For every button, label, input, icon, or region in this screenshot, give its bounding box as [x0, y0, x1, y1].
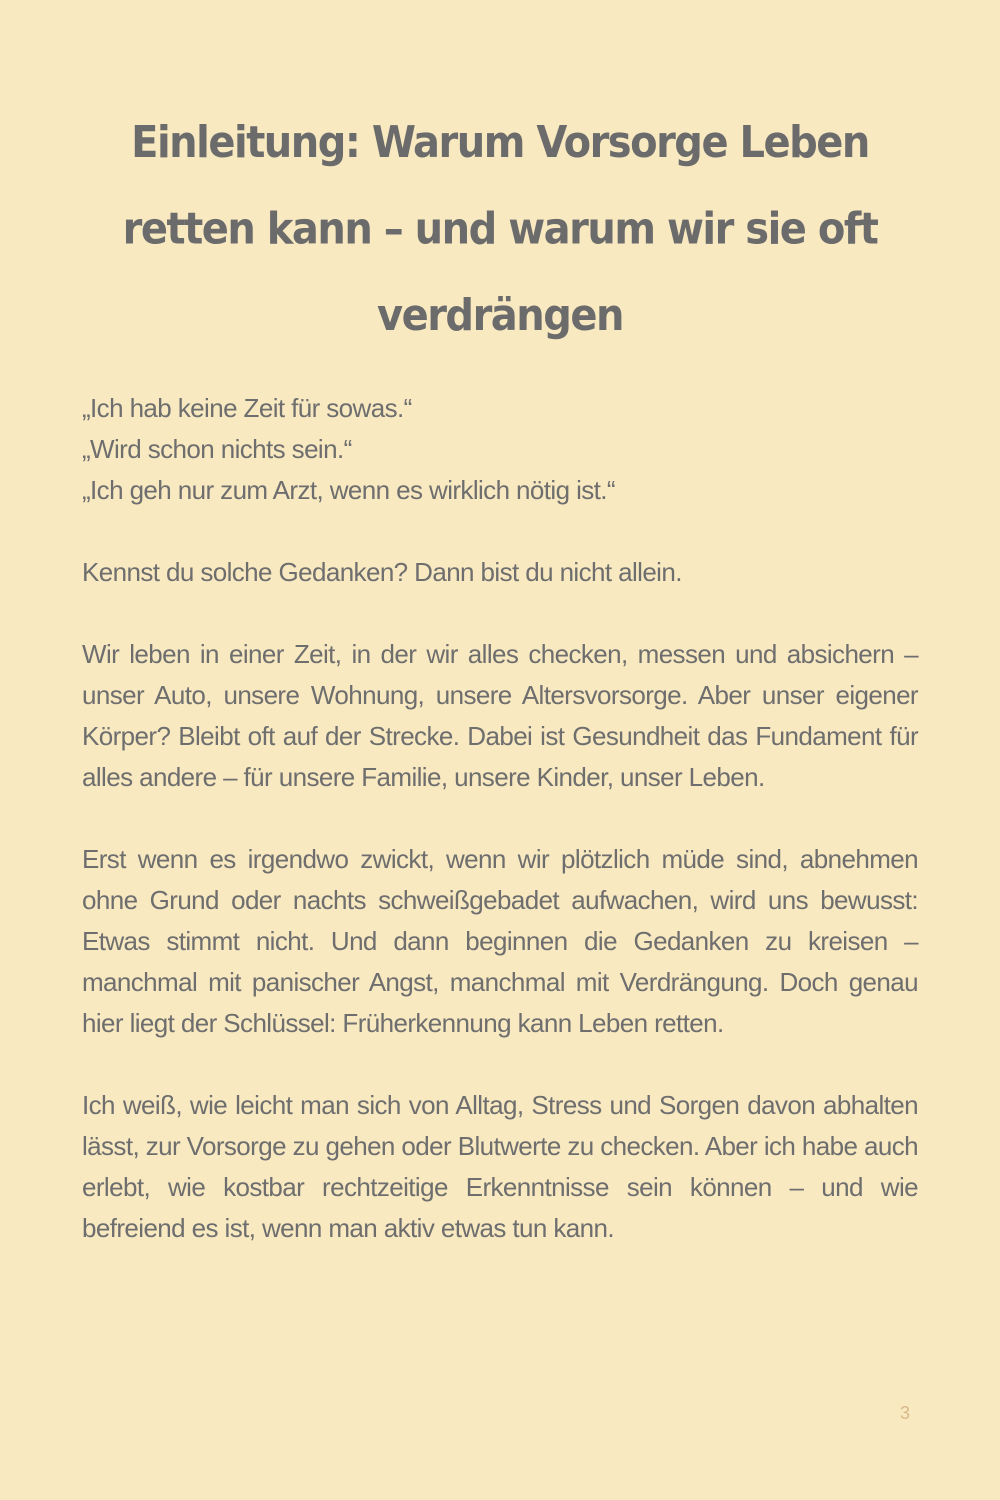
quote-block [82, 388, 918, 511]
quote-line: „Wird schon nichts sein.“ [82, 434, 352, 464]
body-text [82, 388, 918, 1249]
quote-line: „Ich geh nur zum Arzt, wenn es wirklich nötig ist.“ [82, 475, 615, 505]
paragraph: Erst wenn es irgendwo zwickt, wenn wir plötzlich müde sind, abnehmen ohne Grund oder nachts schweißgebadet aufwachen, wird uns bewusst: Etwas stimmt nicht. Und dann beginnen die Gedanken zu kreisen – manchmal mit panischer Angst, manchmal mit Verdrängung. Doch genau hier liegt der Schlüssel: Früherkennung kann Leben retten. [82, 844, 918, 1038]
paragraph: Kennst du solche Gedanken? Dann bist du nicht allein. [82, 557, 682, 587]
page-number: 3 [899, 1403, 910, 1423]
paragraph: Wir leben in einer Zeit, in der wir alles checken, messen und absichern – unser Auto, unsere Wohnung, unsere Altersvorsorge. Aber unser eigener Körper? Bleibt oft auf der Strecke. Dabei ist Gesundheit das Fundament für alles andere – für unsere Familie, unsere Kinder, unser Leben. [82, 639, 918, 792]
quote-line: „Ich hab keine Zeit für sowas.“ [82, 393, 412, 423]
paragraph: Ich weiß, wie leicht man sich von Alltag, Stress und Sorgen davon abhalten lässt, zur Vorsorge zu gehen oder Blutwerte zu checken. Aber ich habe auch erlebt, wie kostbar rechtzeitige Erkenntnisse sein können – und wie befreiend es ist, wenn man aktiv etwas tun kann. [82, 1090, 918, 1243]
page-title: Einleitung: Warum Vorsorge Leben retten kann – und warum wir sie oft verdrängen [122, 118, 878, 341]
